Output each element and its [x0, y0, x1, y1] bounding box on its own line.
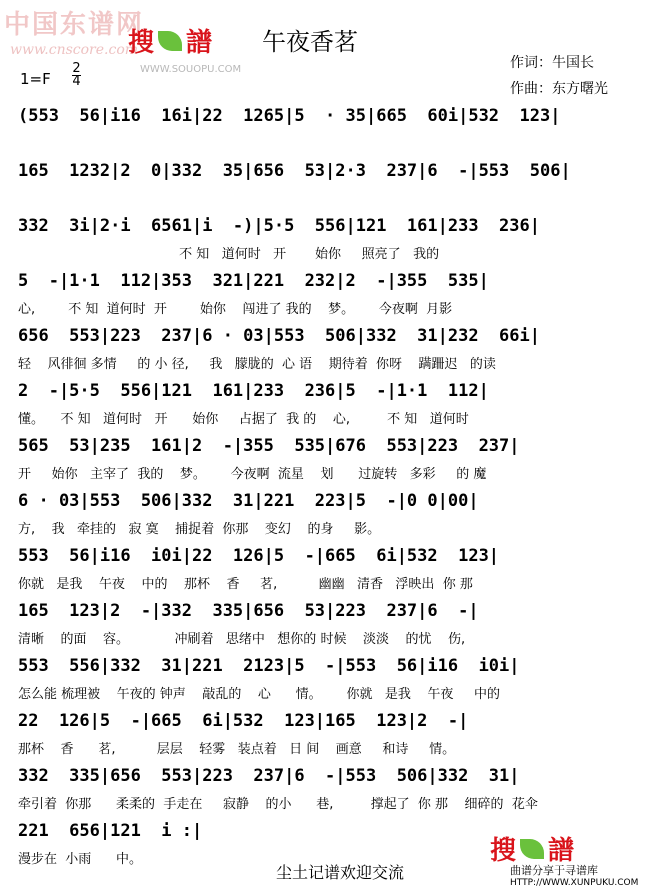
notes-line: 553 56|i16 i0i|22 126|5 -|665 6i|532 123|	[18, 546, 500, 566]
leaf-icon	[520, 839, 544, 859]
watermark-url-2: WWW.SOUOPU.COM	[140, 64, 242, 75]
notes-line: 2 -|5·5 556|121 161|233 236|5 -|1·1 112|	[18, 381, 489, 401]
watermark-site-name: 中国东谱网	[4, 10, 145, 40]
lyricist-credit: 作词：牛国长	[510, 55, 594, 71]
notes-line: 165 123|2 -|332 335|656 53|223 237|6 -|	[18, 601, 479, 621]
lyrics-line: 方, 我 牵挂的 寂 寞 捕捉着 你那 变幻 的身 影。	[18, 522, 381, 537]
notes-line: 221 656|121 i :|	[18, 821, 203, 841]
key-signature: 1=F	[20, 70, 51, 88]
watermark-url: www.cnscore.com	[10, 42, 139, 58]
notes-line: 553 556|332 31|221 2123|5 -|553 56|i16 i0i|	[18, 656, 520, 676]
leaf-icon	[158, 31, 182, 51]
lyrics-line: 漫步在 小雨 中。	[18, 852, 143, 867]
notes-line: 656 553|223 237|6 · 03|553 506|332 31|232 66i|	[18, 326, 540, 346]
xunpuku-logo: 搜 譜	[490, 836, 575, 866]
lyrics-line: 那杯 香 茗, 层层 轻雾 装点着 日 间 画意 和诗 情。	[18, 742, 456, 757]
footer-note: 尘土记谱欢迎交流	[276, 863, 405, 882]
lyrics-line: 你就 是我 午夜 中的 那杯 香 茗, 幽幽 清香 浮映出 你 那	[18, 577, 473, 592]
song-title: 午夜香茗	[262, 28, 358, 56]
notes-line: 5 -|1·1 112|353 321|221 232|2 -|355 535|	[18, 271, 489, 291]
lyrics-line: 清晰 的面 容。 冲刷着 思绪中 想你的 时候 淡淡 的忧 伤,	[18, 632, 466, 647]
composer-credit: 作曲：东方曙光	[510, 81, 608, 97]
notes-line: 6 · 03|553 506|332 31|221 223|5 -|0 0|00|	[18, 491, 479, 511]
lyrics-line: 怎么能 梳理被 午夜的 钟声 敲乱的 心 情。 你就 是我 午夜 中的	[18, 687, 501, 702]
notes-line: 165 1232|2 0|332 35|656 53|2·3 237|6 -|553 506|	[18, 161, 571, 181]
time-signature: 2 4	[72, 61, 81, 89]
notes-line: (553 56|i16 16i|22 1265|5 · 35|665 60i|532 123|	[18, 106, 561, 126]
souopu-logo: 搜 譜	[128, 28, 213, 58]
lyrics-line: 牵引着 你那 柔柔的 手走在 寂静 的小 巷, 撑起了 你 那 细碎的 花伞	[18, 797, 538, 812]
lyrics-line: 懂。 不 知 道何时 开 始你 占据了 我 的 心, 不 知 道何时	[18, 412, 469, 427]
lyrics-line: 心, 不 知 道何时 开 始你 闯进了 我的 梦。 今夜啊 月影	[18, 302, 453, 317]
lyrics-line: 开 始你 主宰了 我的 梦。 今夜啊 流星 划 过旋转 多彩 的 魔	[18, 467, 487, 482]
notes-line: 565 53|235 161|2 -|355 535|676 553|223 237|	[18, 436, 520, 456]
lyrics-line: 不 知 道何时 开 始你 照亮了 我的	[18, 247, 440, 262]
brand-slogan: 曲谱分享于寻谱库	[510, 864, 598, 877]
notes-line: 332 3i|2·i 6561|i -)|5·5 556|121 161|233 236|	[18, 216, 540, 236]
notes-line: 332 335|656 553|223 237|6 -|553 506|332 31|	[18, 766, 520, 786]
brand-url: HTTP://WWW.XUNPUKU.COM	[510, 878, 639, 888]
notes-line: 22 126|5 -|665 6i|532 123|165 123|2 -|	[18, 711, 469, 731]
lyrics-line: 轻 风徘徊 多情 的 小 径, 我 朦胧的 心 语 期待着 你呀 蹒跚迟 的读	[18, 357, 496, 372]
